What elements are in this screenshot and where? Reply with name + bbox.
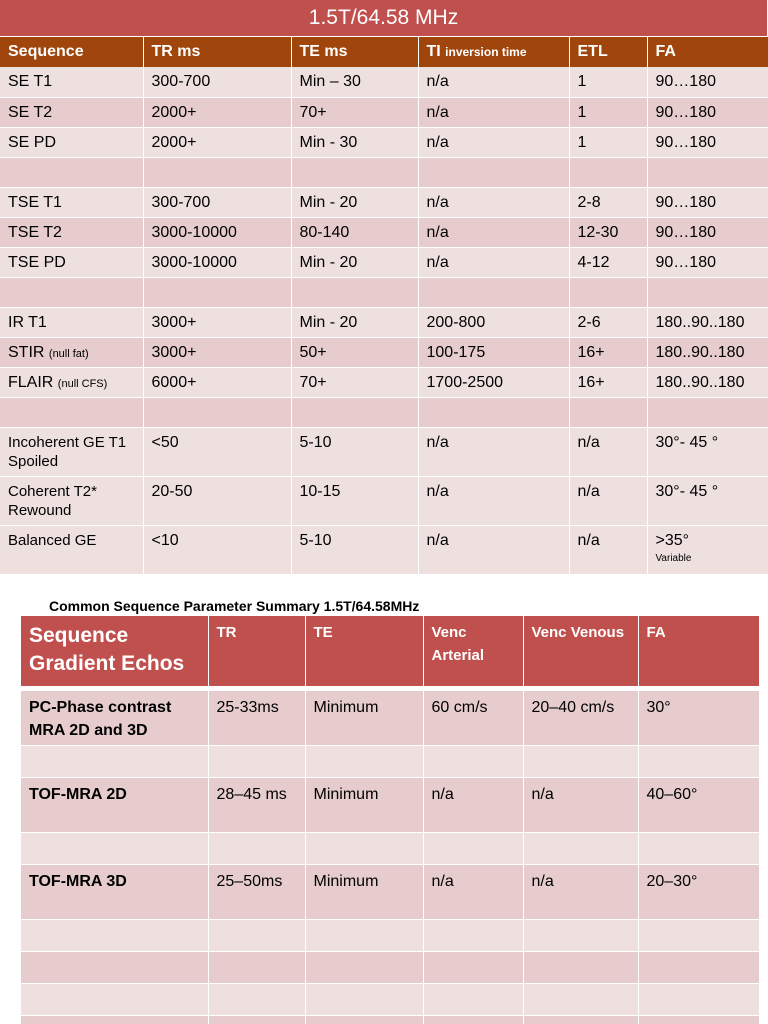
sequence-name: FLAIR bbox=[8, 373, 54, 391]
cell: SE T2 bbox=[0, 97, 143, 127]
spacer-row bbox=[21, 983, 759, 1015]
cell: 90…180 bbox=[647, 127, 768, 157]
cell: n/a bbox=[569, 476, 647, 525]
cell: 80-140 bbox=[291, 217, 418, 247]
cell: 3000-10000 bbox=[143, 217, 291, 247]
cell: 5-10 bbox=[291, 427, 418, 476]
cell: 1700-2500 bbox=[418, 367, 569, 397]
sequence-parameter-table bbox=[0, 36, 768, 575]
cell: n/a bbox=[418, 427, 569, 476]
cell: <50 bbox=[143, 427, 291, 476]
table-row bbox=[0, 525, 768, 574]
cell: 5-10 bbox=[291, 525, 418, 574]
table-row bbox=[0, 427, 768, 476]
cell: TOF-MRA 3D bbox=[21, 864, 208, 919]
cell: Min - 30 bbox=[291, 127, 418, 157]
cell: 300-700 bbox=[143, 67, 291, 97]
cell: 2000+ bbox=[143, 97, 291, 127]
cell: 3000-10000 bbox=[143, 247, 291, 277]
cell: n/a bbox=[418, 127, 569, 157]
cell: 70+ bbox=[291, 367, 418, 397]
sequence-note: (null fat) bbox=[48, 347, 89, 360]
cell: 25-33ms bbox=[208, 690, 305, 745]
cell bbox=[647, 525, 768, 574]
spacer-row bbox=[0, 157, 768, 187]
cell: SE T1 bbox=[0, 67, 143, 97]
cell: SE PD bbox=[0, 127, 143, 157]
cell: 12-30 bbox=[569, 217, 647, 247]
cell: 6000+ bbox=[143, 367, 291, 397]
spacer-row bbox=[0, 277, 768, 307]
cell: n/a bbox=[418, 187, 569, 217]
cell bbox=[0, 337, 143, 367]
cell: 300-700 bbox=[143, 187, 291, 217]
cell: Min - 20 bbox=[291, 187, 418, 217]
table-row bbox=[0, 476, 768, 525]
cell: TSE PD bbox=[0, 247, 143, 277]
spacer-row bbox=[21, 951, 759, 983]
table-row bbox=[21, 690, 759, 745]
header-ti bbox=[418, 37, 569, 68]
cell: 30°- 45 ° bbox=[647, 427, 768, 476]
table-header-row bbox=[21, 616, 759, 686]
header-sequence: Sequence Gradient Echos bbox=[21, 616, 208, 686]
cell bbox=[0, 367, 143, 397]
cell: 3000+ bbox=[143, 337, 291, 367]
cell: 10-15 bbox=[291, 476, 418, 525]
cell: IR T1 bbox=[0, 307, 143, 337]
cell: 16+ bbox=[569, 367, 647, 397]
table-row bbox=[0, 367, 768, 397]
spacer-row bbox=[21, 1015, 759, 1024]
cell: Minimum bbox=[305, 864, 423, 919]
cell: 70+ bbox=[291, 97, 418, 127]
table-row bbox=[0, 217, 768, 247]
cell: n/a bbox=[418, 525, 569, 574]
cell: TSE T1 bbox=[0, 187, 143, 217]
spacer-row bbox=[21, 919, 759, 951]
cell: 90…180 bbox=[647, 217, 768, 247]
cell: Minimum bbox=[305, 777, 423, 832]
cell: 50+ bbox=[291, 337, 418, 367]
cell: TSE T2 bbox=[0, 217, 143, 247]
cell: 60 cm/s bbox=[423, 690, 523, 745]
table-row bbox=[0, 187, 768, 217]
cell: Min - 20 bbox=[291, 307, 418, 337]
cell: 3000+ bbox=[143, 307, 291, 337]
cell: 4-12 bbox=[569, 247, 647, 277]
cell: 2-6 bbox=[569, 307, 647, 337]
cell: n/a bbox=[523, 777, 638, 832]
spacer-row bbox=[21, 745, 759, 777]
cell: 2000+ bbox=[143, 127, 291, 157]
cell: Min - 20 bbox=[291, 247, 418, 277]
cell: n/a bbox=[569, 525, 647, 574]
sequence-note: (null CFS) bbox=[57, 377, 108, 390]
cell: Incoherent GE T1 Spoiled bbox=[0, 427, 143, 476]
header-ti-label: TI bbox=[426, 43, 441, 60]
cell: 40–60° bbox=[638, 777, 759, 832]
header-venc-venous: Venc Venous bbox=[523, 616, 638, 686]
gradient-echo-table bbox=[21, 616, 760, 1024]
cell: n/a bbox=[423, 777, 523, 832]
cell: 1 bbox=[569, 97, 647, 127]
cell: 90…180 bbox=[647, 247, 768, 277]
header-te: TE ms bbox=[291, 37, 418, 68]
header-ti-note: inversion time bbox=[445, 45, 527, 59]
header-te: TE bbox=[305, 616, 423, 686]
cell: n/a bbox=[418, 217, 569, 247]
cell: 1 bbox=[569, 127, 647, 157]
table-row bbox=[0, 247, 768, 277]
header-tr: TR bbox=[208, 616, 305, 686]
table-caption: Common Sequence Parameter Summary 1.5T/64.58MHz bbox=[49, 598, 420, 614]
cell: 200-800 bbox=[418, 307, 569, 337]
cell: 16+ bbox=[569, 337, 647, 367]
cell: 30°- 45 ° bbox=[647, 476, 768, 525]
fa-note: Variable bbox=[655, 552, 692, 564]
cell: 25–50ms bbox=[208, 864, 305, 919]
cell: 2-8 bbox=[569, 187, 647, 217]
cell: n/a bbox=[423, 864, 523, 919]
table-row bbox=[21, 864, 759, 919]
table-row bbox=[0, 97, 768, 127]
page-title: 1.5T/64.58 MHz bbox=[0, 0, 768, 36]
cell: n/a bbox=[418, 67, 569, 97]
cell: Balanced GE bbox=[0, 525, 143, 574]
cell: n/a bbox=[418, 97, 569, 127]
cell: 1 bbox=[569, 67, 647, 97]
cell: 90…180 bbox=[647, 187, 768, 217]
cell: 28–45 ms bbox=[208, 777, 305, 832]
header-sequence: Sequence bbox=[0, 37, 143, 68]
cell: n/a bbox=[418, 247, 569, 277]
cell: 30° bbox=[638, 690, 759, 745]
cell: 180..90..180 bbox=[647, 367, 768, 397]
cell: 90…180 bbox=[647, 67, 768, 97]
cell: n/a bbox=[569, 427, 647, 476]
cell: 90…180 bbox=[647, 97, 768, 127]
cell: Min – 30 bbox=[291, 67, 418, 97]
cell: 20–40 cm/s bbox=[523, 690, 638, 745]
header-fa: FA bbox=[638, 616, 759, 686]
cell: 20–30° bbox=[638, 864, 759, 919]
spacer-row bbox=[0, 397, 768, 427]
cell: PC-Phase contrast MRA 2D and 3D bbox=[21, 690, 208, 745]
cell: <10 bbox=[143, 525, 291, 574]
cell: Coherent T2* Rewound bbox=[0, 476, 143, 525]
table-header-row bbox=[0, 37, 768, 68]
cell: TOF-MRA 2D bbox=[21, 777, 208, 832]
cell: Minimum bbox=[305, 690, 423, 745]
table-row bbox=[0, 127, 768, 157]
cell: 180..90..180 bbox=[647, 337, 768, 367]
header-tr: TR ms bbox=[143, 37, 291, 68]
header-etl: ETL bbox=[569, 37, 647, 68]
cell: n/a bbox=[418, 476, 569, 525]
header-venc-arterial: Venc Arterial bbox=[423, 616, 523, 686]
table-row bbox=[0, 67, 768, 97]
cell: 180..90..180 bbox=[647, 307, 768, 337]
sequence-name: STIR bbox=[8, 343, 45, 361]
fa-value: >35° bbox=[655, 531, 690, 549]
cell: 20-50 bbox=[143, 476, 291, 525]
cell: n/a bbox=[523, 864, 638, 919]
table-row bbox=[0, 337, 768, 367]
header-fa: FA bbox=[647, 37, 768, 68]
spacer-row bbox=[21, 832, 759, 864]
cell: 100-175 bbox=[418, 337, 569, 367]
table-row bbox=[0, 307, 768, 337]
table-row bbox=[21, 777, 759, 832]
